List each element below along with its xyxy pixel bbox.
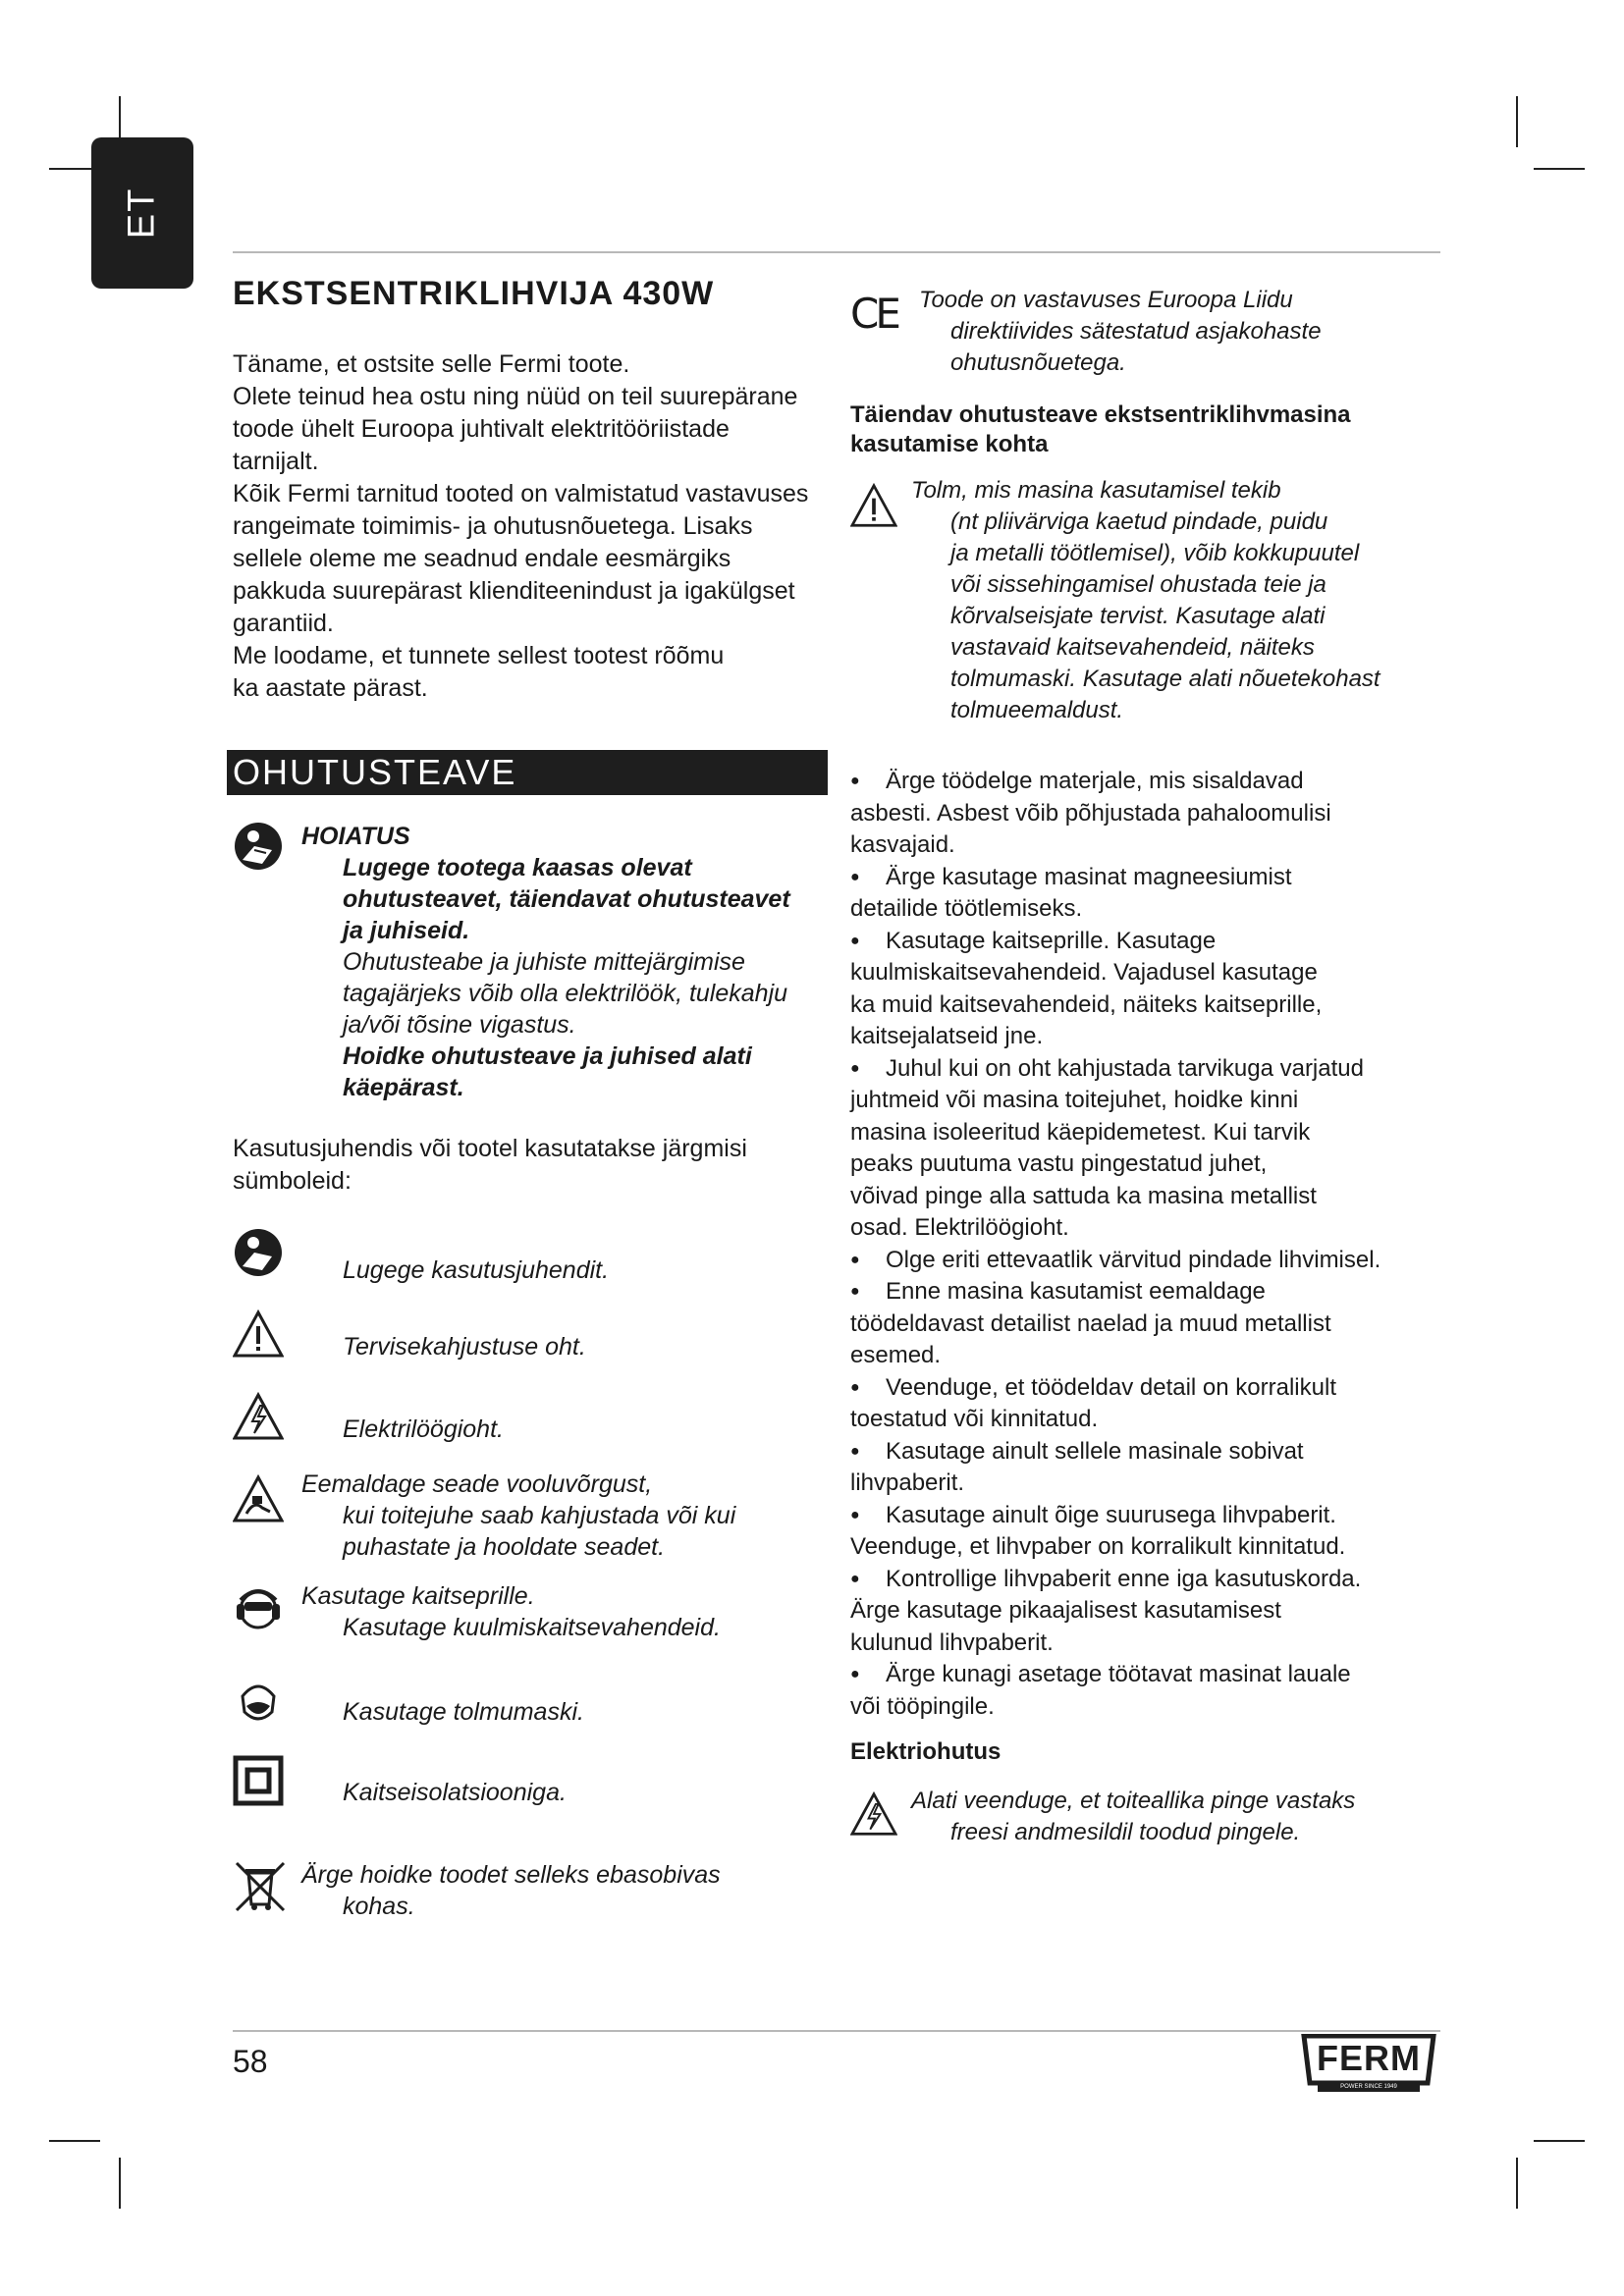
- warning-triangle-icon: [850, 475, 911, 726]
- electrical-line: Alati veenduge, et toiteallika pinge vastaks: [911, 1788, 1356, 1814]
- warning-line: käepärast.: [343, 1074, 464, 1101]
- dust-line: tolmumaski. Kasutage alati nõuetekohast: [950, 666, 1380, 692]
- intro-line: garantiid.: [233, 610, 334, 637]
- bullet-dot: ●: [850, 1059, 860, 1077]
- bullet-item: [850, 1500, 1449, 1564]
- bullet-dot: ●: [850, 1570, 860, 1587]
- ce-line: direktiivides sätestatud asjakohaste: [950, 318, 1322, 345]
- warning-line: ja juhiseid.: [343, 917, 470, 944]
- header-rule: [233, 251, 1440, 253]
- intro-line: sellele oleme me seadnud endale eesmärgiks: [233, 545, 731, 572]
- dust-mask-icon: [233, 1673, 301, 1733]
- electric-shock-icon: [850, 1786, 911, 1848]
- bullet-line: töödeldavast detailist naelad ja muud metallist: [850, 1309, 1331, 1337]
- bullet-line: esemed.: [850, 1342, 942, 1368]
- bullet-dot: ●: [850, 1666, 860, 1682]
- bullet-item: [850, 1276, 1449, 1372]
- bullet-line: peaks puutuma vastu pingestatud juhet,: [850, 1150, 1268, 1177]
- symbol-text: Eemaldage seade vooluvõrgust,: [301, 1470, 653, 1498]
- read-manual-icon: [233, 821, 301, 1103]
- symbol-row: [233, 1673, 822, 1755]
- bullet-line: Kasutage ainult sellele masinale sobivat: [886, 1437, 1304, 1465]
- bullet-item: [850, 1053, 1449, 1245]
- intro-line: toode ühelt Euroopa juhtivalt elektritööriistade: [233, 415, 730, 443]
- section-heading-line: Täiendav ohutusteave ekstsentriklihvmasina: [850, 401, 1351, 428]
- electrical-line: freesi andmesildil toodud pingele.: [950, 1819, 1301, 1845]
- warning-line: ja/või tõsine vigastus.: [343, 1011, 576, 1039]
- bullet-line: Ärge kasutage masinat magneesiumist: [886, 863, 1292, 890]
- electrical-safety-heading: Elektriohutus: [850, 1738, 1001, 1765]
- symbol-text: puhastate ja hooldate seadet.: [343, 1533, 666, 1561]
- ce-mark: CE: [850, 290, 897, 338]
- language-tab: [91, 137, 193, 289]
- bullet-line: asbesti. Asbest võib põhjustada pahaloomulisi: [850, 799, 1331, 827]
- symbol-text: Ärge hoidke toodet selleks ebasobivas: [301, 1861, 721, 1889]
- bullet-line: Kasutage ainult õige suurusega lihvpaberit.: [886, 1501, 1336, 1528]
- bullet-line: Ärge kasutage pikaajalisest kasutamisest: [850, 1597, 1281, 1624]
- bullet-item: [850, 1659, 1449, 1723]
- bullet-line: osad. Elektrilöögioht.: [850, 1214, 1069, 1241]
- bullet-line: kuulmiskaitsevahendeid. Vajadusel kasutage: [850, 959, 1318, 986]
- bullet-dot: ●: [850, 1506, 860, 1523]
- symbol-text: kui toitejuhe saab kahjustada või kui: [343, 1502, 736, 1529]
- section-title: OHUTUSTEAVE: [227, 750, 828, 795]
- bullet-dot: ●: [850, 1283, 860, 1300]
- ferm-logo: [1298, 2034, 1439, 2095]
- intro-line: Täname, et ostsite selle Fermi toote.: [233, 350, 630, 378]
- symbol-row: [233, 1309, 822, 1392]
- logo-text: FERM: [1317, 2038, 1421, 2078]
- goggles-earmuffs-icon: [233, 1580, 301, 1640]
- bullet-dot: ●: [850, 868, 860, 885]
- language-tab-label: ET: [121, 187, 163, 240]
- dust-line: Tolm, mis masina kasutamisel tekib: [911, 477, 1281, 504]
- dust-line: kõrvalseisjate tervist. Kasutage alati: [950, 603, 1326, 629]
- warning-triangle-icon: [233, 1309, 301, 1363]
- dust-line: ja metalli töötlemisel), võib kokkupuutel: [950, 540, 1360, 566]
- symbol-row: [233, 1580, 822, 1673]
- bullet-line: Kasutage kaitseprille. Kasutage: [886, 927, 1217, 954]
- ce-statement: [850, 285, 1449, 379]
- bullet-line: lihvpaberit.: [850, 1469, 965, 1496]
- dust-line: või sissehingamisel ohustada teie ja: [950, 571, 1326, 598]
- bullet-dot: ●: [850, 1251, 860, 1268]
- bullet-line: või tööpingile.: [850, 1692, 995, 1720]
- symbol-row: [233, 1392, 822, 1468]
- bullet-dot: ●: [850, 1378, 860, 1396]
- bullet-line: kaitsejalatseid jne.: [850, 1023, 1044, 1049]
- bullet-item: [850, 1245, 1449, 1277]
- right-column: [850, 285, 1449, 1888]
- symbol-text: kohas.: [343, 1893, 415, 1920]
- bullet-line: toestatud või kinnitatud.: [850, 1406, 1099, 1432]
- warning-heading: HOIATUS: [301, 823, 410, 850]
- ce-line: ohutusnõuetega.: [950, 349, 1126, 376]
- bullet-line: Veenduge, et lihvpaber on korralikult kinnitatud.: [850, 1533, 1346, 1560]
- symbols-intro: [233, 1133, 822, 1198]
- symbol-row: [233, 1859, 822, 1922]
- unplug-icon: [233, 1468, 301, 1528]
- warning-block: [233, 821, 822, 1103]
- crop-mark: [1516, 2158, 1518, 2209]
- bullet-line: Ärge töödelge materjale, mis sisaldavad: [886, 768, 1304, 794]
- ce-line: Toode on vastavuses Euroopa Liidu: [919, 287, 1293, 313]
- bullet-line: Olge eriti ettevaatlik värvitud pindade lihvimisel.: [886, 1246, 1381, 1273]
- bullet-item: [850, 766, 1449, 862]
- dust-line: tolmueemaldust.: [950, 697, 1124, 723]
- dust-warning: [850, 475, 1449, 726]
- page-number: 58: [233, 2044, 268, 2079]
- safety-bullets: [850, 766, 1449, 1723]
- bullet-line: ka muid kaitsevahendeid, näiteks kaitseprille,: [850, 990, 1323, 1018]
- section-heading: [850, 400, 1449, 459]
- bullet-line: detailide töötlemiseks.: [850, 895, 1083, 922]
- bullet-dot: ●: [850, 1442, 860, 1460]
- bullet-dot: ●: [850, 932, 860, 949]
- electric-shock-icon: [233, 1392, 301, 1446]
- symbol-row: [233, 1227, 822, 1309]
- ce-mark-icon: [850, 285, 919, 379]
- intro-line: Kõik Fermi tarnitud tooted on valmistatud vastavuses: [233, 480, 809, 507]
- crop-mark: [49, 2140, 100, 2142]
- bullet-item: [850, 862, 1449, 926]
- bullet-dot: ●: [850, 773, 860, 789]
- crop-mark: [1516, 96, 1518, 147]
- symbol-text: Elektrilöögioht.: [343, 1415, 504, 1443]
- bullet-item: [850, 1436, 1449, 1500]
- symbol-text: Kaitseisolatsiooniga.: [343, 1779, 567, 1806]
- crop-mark: [1534, 168, 1585, 170]
- bullet-line: Kontrollige lihvpaberit enne iga kasutuskorda.: [886, 1565, 1362, 1592]
- warning-line: tagajärjeks võib olla elektrilöök, tulekahju: [343, 980, 788, 1007]
- left-column: [233, 265, 822, 1922]
- bullet-line: masina isoleeritud käepidemetest. Kui tarvik: [850, 1118, 1311, 1146]
- intro-line: pakkuda suurepärast klienditeenindust ja igakülgset: [233, 577, 795, 605]
- bullet-line: Ärge kunagi asetage töötavat masinat lauale: [886, 1661, 1351, 1687]
- crop-mark: [119, 2158, 121, 2209]
- symbol-text: Kasutage kuulmiskaitsevahendeid.: [343, 1614, 721, 1641]
- intro-text: [233, 348, 822, 705]
- electrical-warning: [850, 1786, 1449, 1848]
- symbol-row: [233, 1468, 822, 1580]
- intro-line: rangeimate toimimis- ja ohutusnõuetega. Lisaks: [233, 512, 753, 540]
- bullet-item: [850, 1372, 1449, 1436]
- dust-line: (nt pliivärviga kaetud pindade, puidu: [950, 508, 1328, 535]
- bullet-line: kasvajaid.: [850, 831, 955, 858]
- bullet-item: [850, 1564, 1449, 1660]
- bullet-line: Veenduge, et töödeldav detail on korralikult: [886, 1373, 1336, 1401]
- symbol-text: Lugege kasutusjuhendit.: [343, 1256, 610, 1284]
- intro-line: Me loodame, et tunnete sellest tootest rõõmu: [233, 642, 725, 669]
- symbols-intro-line: Kasutusjuhendis või tootel kasutatakse järgmisi: [233, 1135, 747, 1162]
- warning-line: Hoidke ohutusteave ja juhised alati: [343, 1042, 752, 1070]
- bullet-line: Enne masina kasutamist eemaldage: [886, 1278, 1266, 1305]
- symbol-row: [233, 1755, 822, 1859]
- intro-line: Olete teinud hea ostu ning nüüd on teil suurepärane: [233, 383, 798, 410]
- symbol-text: Tervisekahjustuse oht.: [343, 1333, 586, 1361]
- warning-line: ohutusteavet, täiendavat ohutusteavet: [343, 885, 790, 913]
- section-heading-line: kasutamise kohta: [850, 431, 1049, 457]
- dust-line: vastavaid kaitsevahendeid, näiteks: [950, 634, 1315, 661]
- page-title: EKSTSENTRIKLIHVIJA 430W: [233, 275, 715, 312]
- symbol-text: Kasutage kaitseprille.: [301, 1582, 535, 1610]
- read-manual-icon: [233, 1227, 301, 1283]
- bullet-item: [850, 926, 1449, 1053]
- bullet-line: Juhul kui on oht kahjustada tarvikuga varjatud: [886, 1054, 1364, 1082]
- symbol-text: Kasutage tolmumaski.: [343, 1698, 584, 1726]
- symbols-intro-line: sümboleid:: [233, 1167, 352, 1195]
- warning-line: Lugege tootega kaasas olevat: [343, 854, 692, 881]
- intro-line: ka aastate pärast.: [233, 674, 428, 702]
- crossed-bin-icon: [233, 1859, 301, 1919]
- logo-tagline: POWER SINCE 1949: [1340, 2084, 1397, 2090]
- bullet-line: juhtmeid või masina toitejuhet, hoidke kinni: [850, 1087, 1299, 1113]
- crop-mark: [1534, 2140, 1585, 2142]
- double-insulation-icon: [233, 1755, 301, 1811]
- bullet-line: kulunud lihvpaberit.: [850, 1629, 1054, 1656]
- intro-line: tarnijalt.: [233, 448, 319, 475]
- bullet-line: võivad pinge alla sattuda ka masina metallist: [850, 1182, 1317, 1209]
- warning-line: Ohutusteabe ja juhiste mittejärgimise: [343, 948, 745, 976]
- footer-rule: [233, 2030, 1440, 2032]
